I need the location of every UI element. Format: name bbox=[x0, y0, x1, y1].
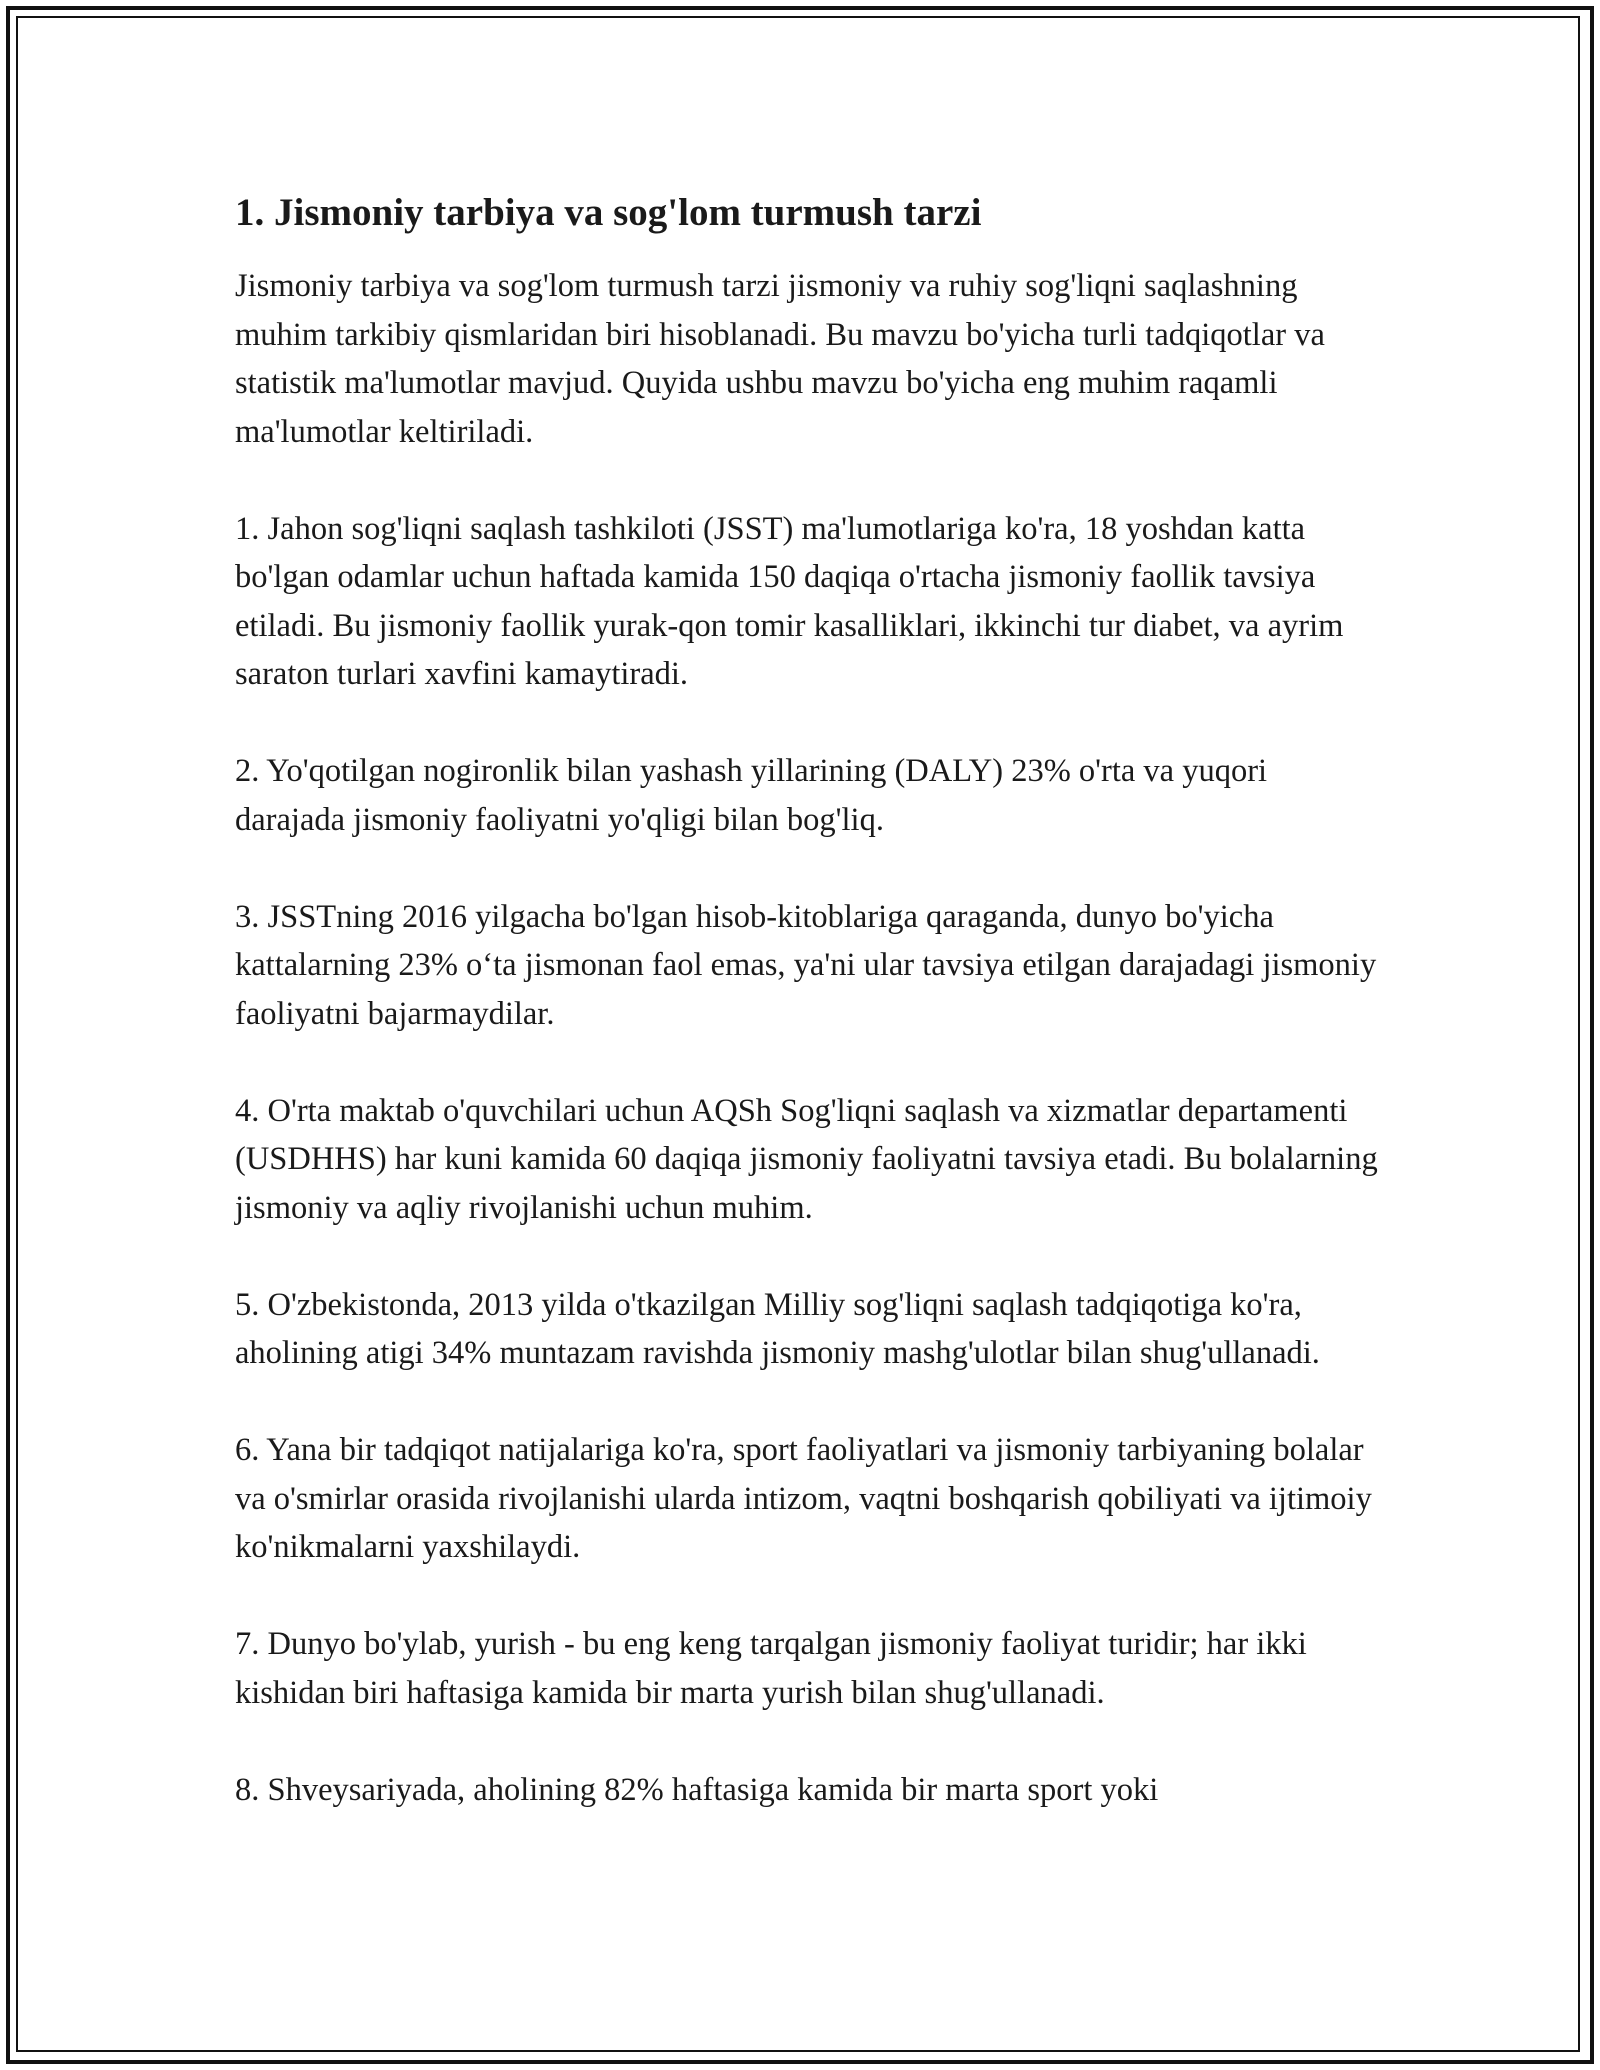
list-item-5: 5. O'zbekistonda, 2013 yilda o'tkazilgan Milliy sog'liqni saqlash tadqiqotiga ko'ra, aholining atigi 34% muntazam ravishda jismoniy mashg'ulotlar bilan shug'ullanadi. bbox=[235, 1286, 1320, 1371]
list-item-1: 1. Jahon sog'liqni saqlash tashkiloti (JSST) ma'lumotlariga ko'ra, 18 yoshdan katta bo'lgan odamlar uchun haftada kamida 150 daqiqa o'rtacha jismoniy faollik tavsiya etiladi. Bu jismoniy faollik yurak-qon tomir kasalliklari, ikkinchi tur diabet, va ayrim saraton turlari xavfini kamaytiradi. bbox=[235, 510, 1344, 692]
list-item-8: 8. Shveysariyada, aholining 82% haftasiga kamida bir marta sport yoki bbox=[235, 1771, 1159, 1808]
list-item-4: 4. O'rta maktab o'quvchilari uchun AQSh Sog'liqni saqlash va xizmatlar departamenti (USDHHS) har kuni kamida 60 daqiqa jismoniy faoliyatni tavsiya etadi. Bu bolalarning jismoniy va aqliy rivojlanishi uchun muhim. bbox=[235, 1092, 1378, 1226]
list-item-2: 2. Yo'qotilgan nogironlik bilan yashash yillarining (DALY) 23% o'rta va yuqori darajada jismoniy faoliyatni yo'qligi bilan bog'liq. bbox=[235, 753, 1268, 838]
section-title: 1. Jismoniy tarbiya va sog'lom turmush tarzi bbox=[235, 191, 982, 234]
list-item-7: 7. Dunyo bo'ylab, yurish - bu eng keng tarqalgan jismoniy faoliyat turidir; har ikki kishidan biri haftasiga kamida bir marta yurish bilan shug'ullanadi. bbox=[235, 1626, 1307, 1711]
document-body bbox=[235, 186, 1385, 1863]
intro-paragraph: Jismoniy tarbiya va sog'lom turmush tarzi jismoniy va ruhiy sog'liqni saqlashning muhim tarkibiy qismlaridan biri hisoblanadi. Bu mavzu bo'yicha turli tadqiqotlar va statistik ma'lumotlar mavjud. Quyida ushbu mavzu bo'yicha eng muhim raqamli ma'lumotlar keltiriladi. bbox=[235, 268, 1325, 450]
list-item-6: 6. Yana bir tadqiqot natijalariga ko'ra, sport faoliyatlari va jismoniy tarbiyaning bolalar va o'smirlar orasida rivojlanishi ularda intizom, vaqtni boshqarish qobiliyati va ijtimoiy ko'nikmalarni yaxshilaydi. bbox=[235, 1432, 1372, 1565]
list-item-3: 3. JSSTning 2016 yilgacha bo'lgan hisob-kitoblariga qaraganda, dunyo bo'yicha kattalarning 23% o‘ta jismonan faol emas, ya'ni ular tavsiya etilgan darajadagi jismoniy faoliyatni bajarmaydilar. bbox=[235, 898, 1377, 1032]
